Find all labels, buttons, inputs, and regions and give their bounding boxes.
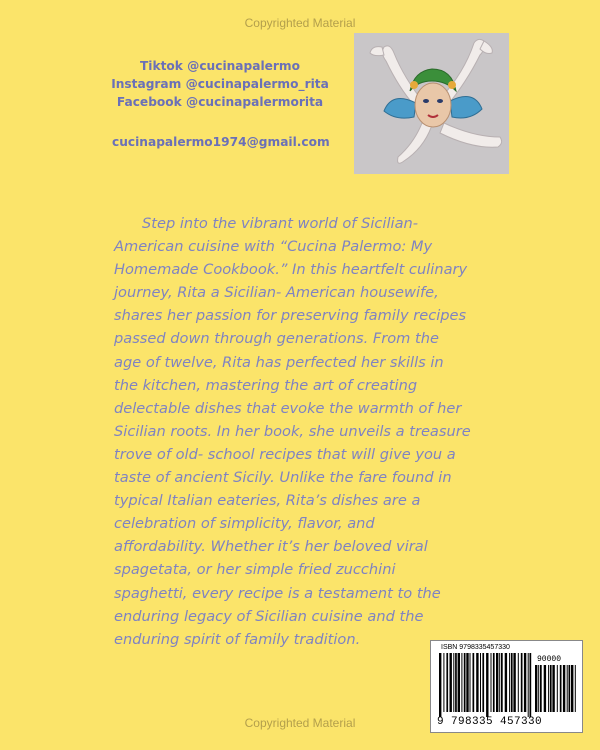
contact-block <box>100 57 340 149</box>
price-code: 90000 <box>537 655 562 664</box>
description-line: shares her passion for preserving family recipes <box>114 307 467 325</box>
trinacria-photo <box>354 33 509 174</box>
description-line: age of twelve, Rita has perfected her skills in <box>114 353 444 371</box>
description-line: taste of ancient Sicily. Unlike the fare found in <box>114 469 452 487</box>
copyright-watermark-bottom: Copyrighted Material <box>244 716 356 730</box>
description-line: celebration of simplicity, flavor, and <box>114 515 375 533</box>
description-line: delectable dishes that evoke the warmth of her <box>114 399 462 417</box>
book-description <box>114 212 494 651</box>
copyright-watermark-top: Copyrighted Material <box>244 16 356 30</box>
tiktok-handle: Tiktok @cucinapalermo <box>139 59 300 73</box>
facebook-handle: Facebook @cucinapalermorita <box>116 95 324 109</box>
description-line: spagetata, or her simple fried zucchini <box>114 561 396 579</box>
description-line: American cuisine with “Cucina Palermo: My <box>114 238 433 256</box>
description-line: spaghetti, every recipe is a testament to the <box>114 584 441 602</box>
description-line: Step into the vibrant world of Sicilian- <box>142 215 419 232</box>
trinacria-icon <box>354 33 509 174</box>
barcode-icon <box>438 653 532 717</box>
description-line: journey, Rita a Sicilian- American housewife, <box>114 284 439 302</box>
email-address: cucinapalermo1974@gmail.com <box>112 135 330 149</box>
description-line: trove of old- school recipes that will give you a <box>114 445 456 463</box>
description-line: enduring spirit of family tradition. <box>114 630 361 648</box>
barcode-digits: 9 798335 457330 <box>437 716 543 728</box>
addon-barcode-icon <box>534 665 578 717</box>
description-line: the kitchen, mastering the art of creating <box>114 376 418 394</box>
description-line: passed down through generations. From the <box>114 330 439 348</box>
description-line: affordability. Whether it’s her beloved viral <box>114 538 428 556</box>
description-line: Sicilian roots. In her book, she unveils a treasure <box>114 422 471 440</box>
isbn-label: ISBN 9798335457330 <box>441 644 510 651</box>
description-line: enduring legacy of Sicilian cuisine and the <box>114 607 424 625</box>
description-line: Homemade Cookbook.” In this heartfelt culinary <box>114 261 468 279</box>
instagram-handle: Instagram @cucinapalermo_rita <box>111 77 329 91</box>
description-line: typical Italian eateries, Rita’s dishes are a <box>114 492 421 510</box>
